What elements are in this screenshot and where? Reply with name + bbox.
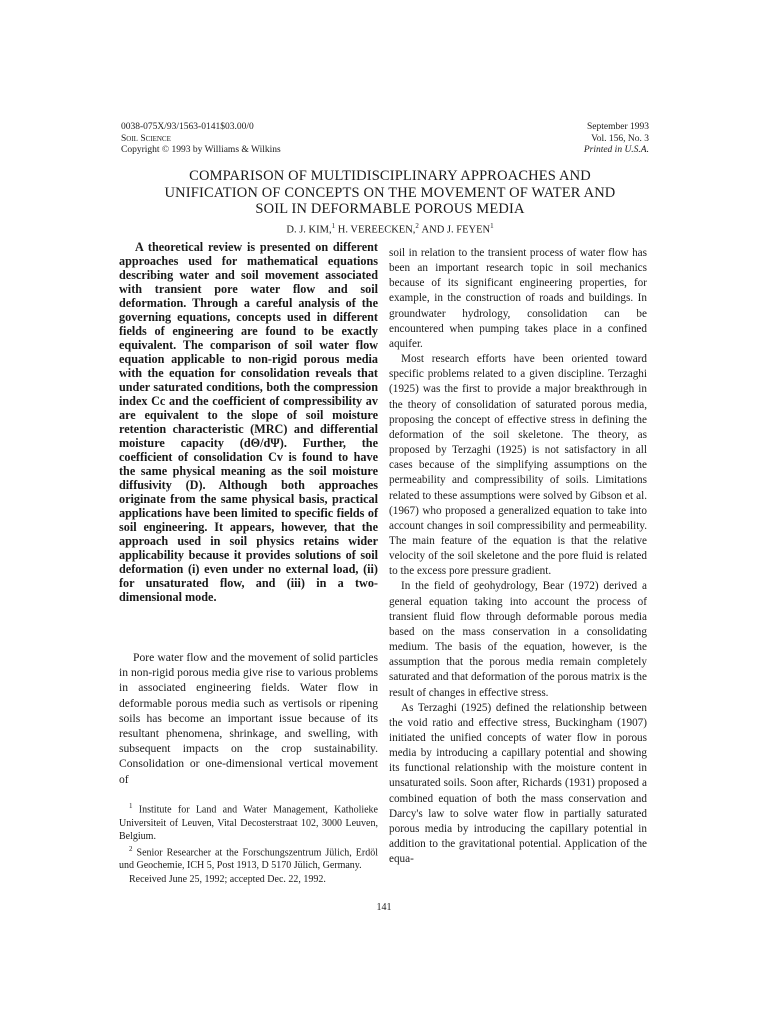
printed-in: Printed in U.S.A. bbox=[583, 145, 649, 155]
author-1-affil: 1 bbox=[331, 222, 336, 230]
body-left-column bbox=[119, 650, 378, 787]
page-number: 141 bbox=[376, 902, 392, 913]
journal-name: Soil Science bbox=[121, 133, 171, 144]
author-list bbox=[110, 222, 670, 236]
issn-line: 0038-075X/93/1563-0141$03.00/0 bbox=[121, 122, 254, 132]
volume-number: Vol. 156, No. 3 bbox=[591, 133, 649, 144]
author-and: AND bbox=[421, 224, 445, 236]
author-2-affil: 2 bbox=[415, 222, 419, 230]
right-paragraph-2: Most research efforts have been oriented toward specific problems related to a given discipline. Terzaghi (1925) was the first to provide a major breakthrough in the theory of consolidation of saturated porous media, proposing the concept of effective stress in defining the deformation of the soil skeletone. The theory, as proposed by Terzaghi (1925) is not satisfactory in all cases because of the simplifying assumptions on the permeability and compressibility of soils. Limitations related to these assumptions were solved by Gibson et al. (1967) who proposed a generalized equation to take into account changes in soil compressibility and permeability. The main feature of the equation is that the relative velocity of the soil skeletone and the pore fluid is related to the excess pore pressure gradient. bbox=[389, 353, 647, 578]
footnote-1-mark: 1 bbox=[129, 802, 133, 810]
author-2: H. VEREECKEN, bbox=[337, 224, 416, 236]
footnote-1: $^1$ Institute for Land and Water Management, Katholieke Universiteit of Leuven, Vital Decosterstraat 102, 3000 Leuven, Belgium. bbox=[119, 802, 379, 842]
right-paragraph-1: soil in relation to the transient process of water flow has been an important research topic in soil mechanics because of its significant engineering properties, for example, in the construction of roads and buildings. In groundwater hydrology, consolidation can be encountered when pumping takes place in a confined aquifer. bbox=[389, 247, 647, 350]
right-paragraph-4: As Terzaghi (1925) defined the relationship between the void ratio and effective stress, Buckingham (1907) initiated the unified concepts of water flow in porous media by introducing a capillary potential and showing its functional relationship with the moisture content in unsaturated soils. Soon after, Richards (1931) proposed a combined equation of both the mass conservation and Darcy's law to solve water flow in partially saturated porous media by introducing the capillary potential in addition to the gravitational potential. Application of the equa- bbox=[389, 701, 647, 866]
intro-paragraph: Pore water flow and the movement of solid particles in non-rigid porous media give rise to various problems in associated engineering fields. Water flow in deformable porous media such as vertisols or ripening soils has become an important issue because of its resultant phenomena, shrinkage, and swelling, with subsequent impacts on the crop sustainability. Consolidation or one-dimensional vertical movement of bbox=[119, 651, 378, 786]
abstract: A theoretical review is presented on different approaches used for mathematical equations describing water and soil movement associated with transient pore water flow and soil deformation. Through a careful analysis of the governing equations, concepts used in different fields of engineering are found to be exactly equivalent. The comparison of soil water flow equation applicable to non-rigid porous media with the equation for consolidation reveals that under saturated conditions, both the compression index Cc and the coefficient of compressibility av are equivalent to the slope of soil moisture retention characteristic (MRC) and differential moisture capacity (dΘ/dΨ). Further, the coefficient of consolidation Cv is found to have the same physical meaning as the soil moisture diffusivity (D). Although both approaches originate from the same physical basis, practical applications have been limited to specific fields of soil engineering. It appears, however, that the approach used in soil physics retains wider applicability because it provides solutions of soil deformation (i) even under no external load, (ii) for unsaturated flow, and (iii) in a two-dimensional mode. bbox=[119, 240, 378, 604]
title-line-1: COMPARISON OF MULTIDISCIPLINARY APPROACHES AND bbox=[189, 168, 591, 184]
right-paragraph-3: In the field of geohydrology, Bear (1972) derived a general equation taking into account the process of transient fluid flow through deformable porous media based on the mass conservation in a consolidating medium. The basis of the equation, however, is the assumption that the porous media remain completely saturated and that deformation of the porous matrix is the result of changes in effective stress. bbox=[389, 580, 647, 699]
article-title bbox=[110, 168, 670, 218]
footnotes bbox=[119, 800, 378, 886]
journal-header-right bbox=[584, 122, 649, 157]
journal-header-left bbox=[121, 122, 281, 157]
author-3-affil: 1 bbox=[490, 222, 494, 230]
body-right-column bbox=[389, 246, 647, 867]
title-line-2: UNIFICATION OF CONCEPTS ON THE MOVEMENT OF WATER AND bbox=[164, 184, 616, 201]
footnote-2-mark: 2 bbox=[129, 844, 133, 853]
copyright-line: Copyright © 1993 by Williams & Wilkins bbox=[121, 145, 281, 155]
author-3: J. FEYEN bbox=[446, 224, 491, 236]
author-1: D. J. KIM, bbox=[286, 224, 332, 236]
footnote-2: $^2$ Senior Researcher at the Forschungszentrum Jülich, Erdöl und Geochemie, ICH 5, Post 1913, D 5170 Jülich, Germany. bbox=[119, 844, 379, 872]
title-line-3: SOIL IN DEFORMABLE POROUS MEDIA bbox=[255, 201, 525, 217]
received-date: Received June 25, 1992; accepted Dec. 22, 1992. bbox=[129, 873, 326, 885]
issue-date: September 1993 bbox=[586, 122, 649, 132]
